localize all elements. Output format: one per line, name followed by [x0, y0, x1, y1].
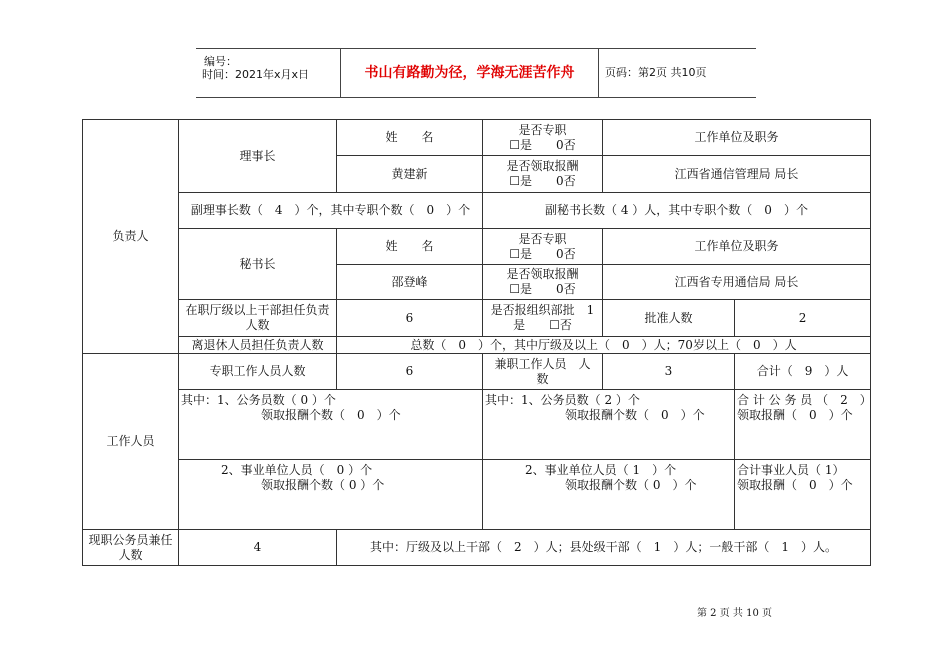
responsible-label: 负责人: [83, 120, 179, 354]
retired-label: 离退休人员担任负责人数: [179, 337, 337, 354]
fulltime-institution-cell: [179, 460, 483, 530]
parttime-institution-paid: 领取报酬个数（ 0 ）个: [565, 478, 697, 492]
chairman-job: 江西省通信管理局 局长: [603, 156, 871, 193]
fulltime-header: [483, 229, 603, 265]
job-header: 工作单位及职务: [603, 120, 871, 156]
chairman-name: 黄建新: [337, 156, 483, 193]
approve-question: 是否报组织部批 1是 ☐否: [483, 300, 603, 337]
total-institution-paid: 领取报酬（ 0 ）个: [737, 478, 853, 492]
fulltime-institution-paid: 领取报酬个数（ 0 ）个: [261, 478, 385, 492]
staff-total: 合计（ 9 ）人: [735, 354, 871, 390]
parttime-civil-paid: 领取报酬个数（ 0 ）个: [565, 408, 705, 422]
cadre-value: 6: [337, 300, 483, 337]
time-label: 时间：2021年x月x日: [202, 68, 310, 81]
current-civil-breakdown: 其中：厅级及以上干部（ 2 ）人；县处级干部（ 1 ）人；一般干部（ 1 ）人。: [337, 530, 871, 566]
chairman-label: 理事长: [179, 120, 337, 193]
serial-number-label: 编号：: [204, 55, 237, 68]
info-table: [82, 119, 871, 566]
parttime-institution-cell: [483, 460, 735, 530]
fulltime-question: 是否专职: [518, 231, 567, 246]
page-header: [196, 48, 756, 98]
paid-options: ☐是 0否: [509, 282, 576, 296]
retired-text: 总数（ 0 ）个，其中厅级及以上（ 0 ）人；70岁以上（ 0 ）人: [337, 337, 871, 354]
vice-secretary-count: 副秘书长数（ 4 ）人，其中专职个数（ 0 ）个: [483, 193, 871, 229]
parttime-staff-value: 3: [603, 354, 735, 390]
footer-page-number: 第 2 页 共 10 页: [697, 608, 772, 619]
staff-label: 工作人员: [83, 354, 179, 530]
fulltime-staff-value: 6: [337, 354, 483, 390]
secretary-name: 邵登峰: [337, 265, 483, 300]
fulltime-civil-count: 其中：1、公务员数（ 0 ）个: [181, 393, 336, 407]
paid-options: ☐是 0否: [509, 174, 576, 188]
name-header: 姓 名: [337, 120, 483, 156]
name-header: 姓 名: [337, 229, 483, 265]
fulltime-institution-count: 2、事业单位人员（ 0 ）个: [221, 463, 373, 477]
fulltime-question: 是否专职: [518, 122, 567, 137]
secretary-label: 秘书长: [179, 229, 337, 300]
motto: 书山有路勤为径，学海无涯苦作舟: [341, 49, 599, 97]
job-header: 工作单位及职务: [603, 229, 871, 265]
paid-question: 是否领取报酬: [506, 159, 579, 173]
secretary-job: 江西省专用通信局 局长: [603, 265, 871, 300]
fulltime-staff-label: 专职工作人员人数: [179, 354, 337, 390]
total-civil-count: 合 计 公 务 员 （ 2 ）: [737, 393, 872, 407]
fulltime-options: ☐是 0否: [509, 246, 576, 261]
approve-label: 批准人数: [603, 300, 735, 337]
parttime-civil-count: 其中：1、公务员数（ 2 ）个: [485, 393, 640, 407]
page-number: 页码：第2页 共10页: [605, 66, 707, 79]
total-civil-cell: [735, 390, 871, 460]
parttime-staff-label: 兼职工作人员 人 数: [483, 354, 603, 390]
fulltime-civil-paid: 领取报酬个数（ 0 ）个: [261, 408, 401, 422]
total-civil-paid: 领取报酬（ 0 ）个: [737, 408, 853, 422]
approve-value: 2: [735, 300, 871, 337]
paid-cell: [483, 156, 603, 193]
total-institution-count: 合计事业人员（ 1）: [737, 463, 845, 477]
fulltime-civil-cell: [179, 390, 483, 460]
parttime-institution-count: 2、事业单位人员（ 1 ）个: [525, 463, 677, 477]
paid-question: 是否领取报酬: [506, 267, 579, 281]
parttime-civil-cell: [483, 390, 735, 460]
vice-chairman-count: 副理事长数（ 4 ）个，其中专职个数（ 0 ）个: [179, 193, 483, 229]
fulltime-options: ☐是 0否: [509, 137, 576, 152]
header-meta-cell: [196, 49, 341, 97]
current-civil-value: 4: [179, 530, 337, 566]
paid-cell: [483, 265, 603, 300]
cadre-label: 在职厅级以上干部担任负责人数: [179, 300, 337, 337]
total-institution-cell: [735, 460, 871, 530]
fulltime-header: [483, 120, 603, 156]
current-civil-label: 现职公务员兼任人数: [83, 530, 179, 566]
